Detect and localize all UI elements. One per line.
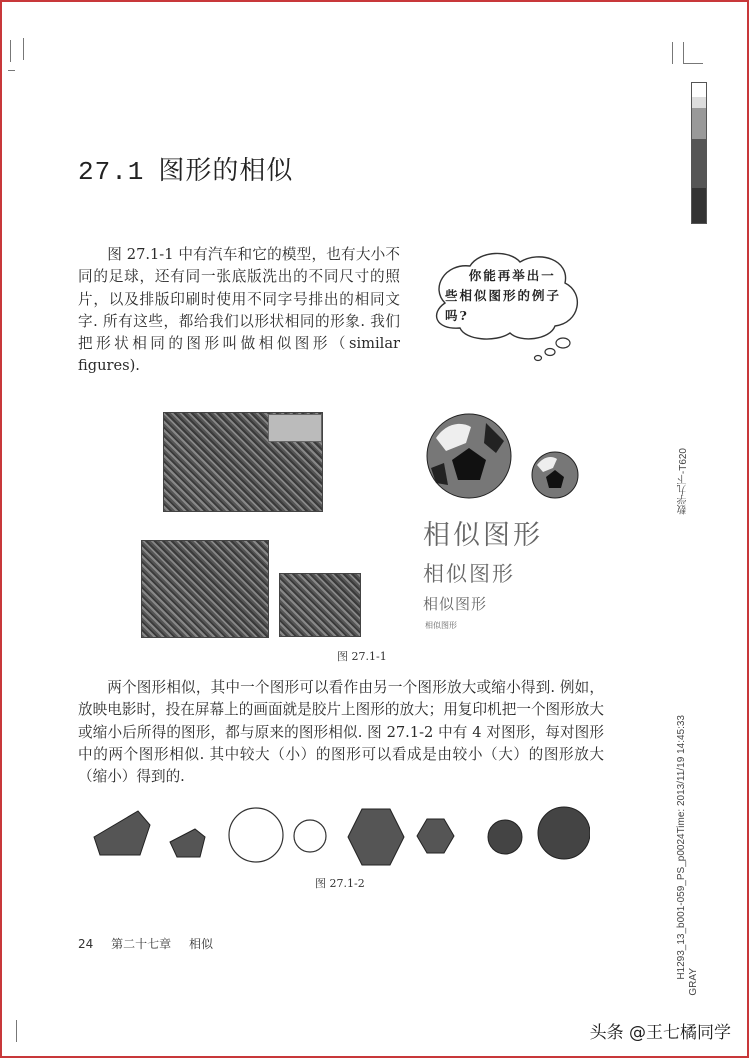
body-paragraph: 两个图形相似，其中一个图形可以看作由另一个图形放大或缩小得到. 例如，放映电影时，投在屏幕上的画面就是胶片上图形的放大；用复印机把一个图形放大或缩小后所得的图形，都与原来的图形相似. 图 27.1-2 中有 4 对图形，每对图形中的两个图形相似. 其中较大（小）的图形可以看成是由较小（大）的图形放大（缩小）得到的. (78, 679, 604, 786)
similar-text-large: 相似图形 (423, 520, 543, 551)
coin-large-icon (538, 807, 590, 859)
similar-text-medium: 相似图形 (423, 562, 515, 586)
figure-caption-2: 图 27.1-2 (315, 877, 365, 890)
crop-mark-top-left (10, 40, 11, 62)
soccer-ball-small-icon (531, 451, 579, 499)
circle-large-icon (229, 808, 283, 862)
page-footer (78, 935, 227, 952)
crop-mark-top-right-2 (683, 42, 684, 64)
section-number: 27.1 (78, 157, 145, 187)
page-number: 24 (78, 937, 94, 951)
intro-paragraph: 图 27.1-1 中有汽车和它的模型，也有大小不同的足球，还有同一张底版洗出的不同尺寸的照片，以及排版印刷时使用不同字号排出的相同文字. 所有这些，都给我们以形状相同的形象. 我们把形状相同的图形叫做相似图形（similar figures). (78, 246, 400, 375)
print-info: H1293_13_b001-059_PS_p0024Time: 2013/11/19 14:45:33 (676, 715, 687, 980)
crop-mark-top-right (672, 42, 673, 64)
watermark: 头条 @王七橘同学 (589, 1023, 731, 1043)
coin-small-icon (488, 820, 522, 854)
crop-mark-top-right-3 (683, 63, 703, 64)
thought-bubble-text: 你能再举出一些相似图形的例子吗? (445, 268, 562, 323)
figure-caption-1: 图 27.1-1 (337, 650, 387, 663)
pentagon-small-icon (170, 829, 205, 857)
car-model-photo (268, 414, 322, 442)
chapter-label: 第二十七章 (111, 937, 172, 951)
castle-photo-small (279, 573, 361, 637)
section-title-text: 图形的相似 (158, 156, 294, 186)
soccer-ball-large-icon (426, 413, 512, 499)
shapes-figure (90, 805, 590, 875)
crop-mark-top-left-3 (8, 70, 15, 71)
pentagon-large-icon (94, 811, 150, 855)
similar-text-small: 相似图形 (423, 595, 488, 613)
section-title (78, 150, 293, 187)
book-code: 数学九下-T620 (678, 448, 689, 515)
circle-small-icon (294, 820, 326, 852)
gray-scale-bar (691, 82, 707, 224)
crop-mark-bottom-left (16, 1020, 17, 1042)
hexagon-small-icon (417, 819, 454, 853)
crop-mark-top-left-2 (23, 38, 24, 60)
color-mode: GRAY (688, 968, 699, 996)
similar-text-tiny: 相似图形 (425, 621, 457, 630)
hexagon-large-icon (348, 809, 404, 865)
chapter-title: 相似 (188, 937, 213, 951)
castle-photo-large (141, 540, 269, 638)
